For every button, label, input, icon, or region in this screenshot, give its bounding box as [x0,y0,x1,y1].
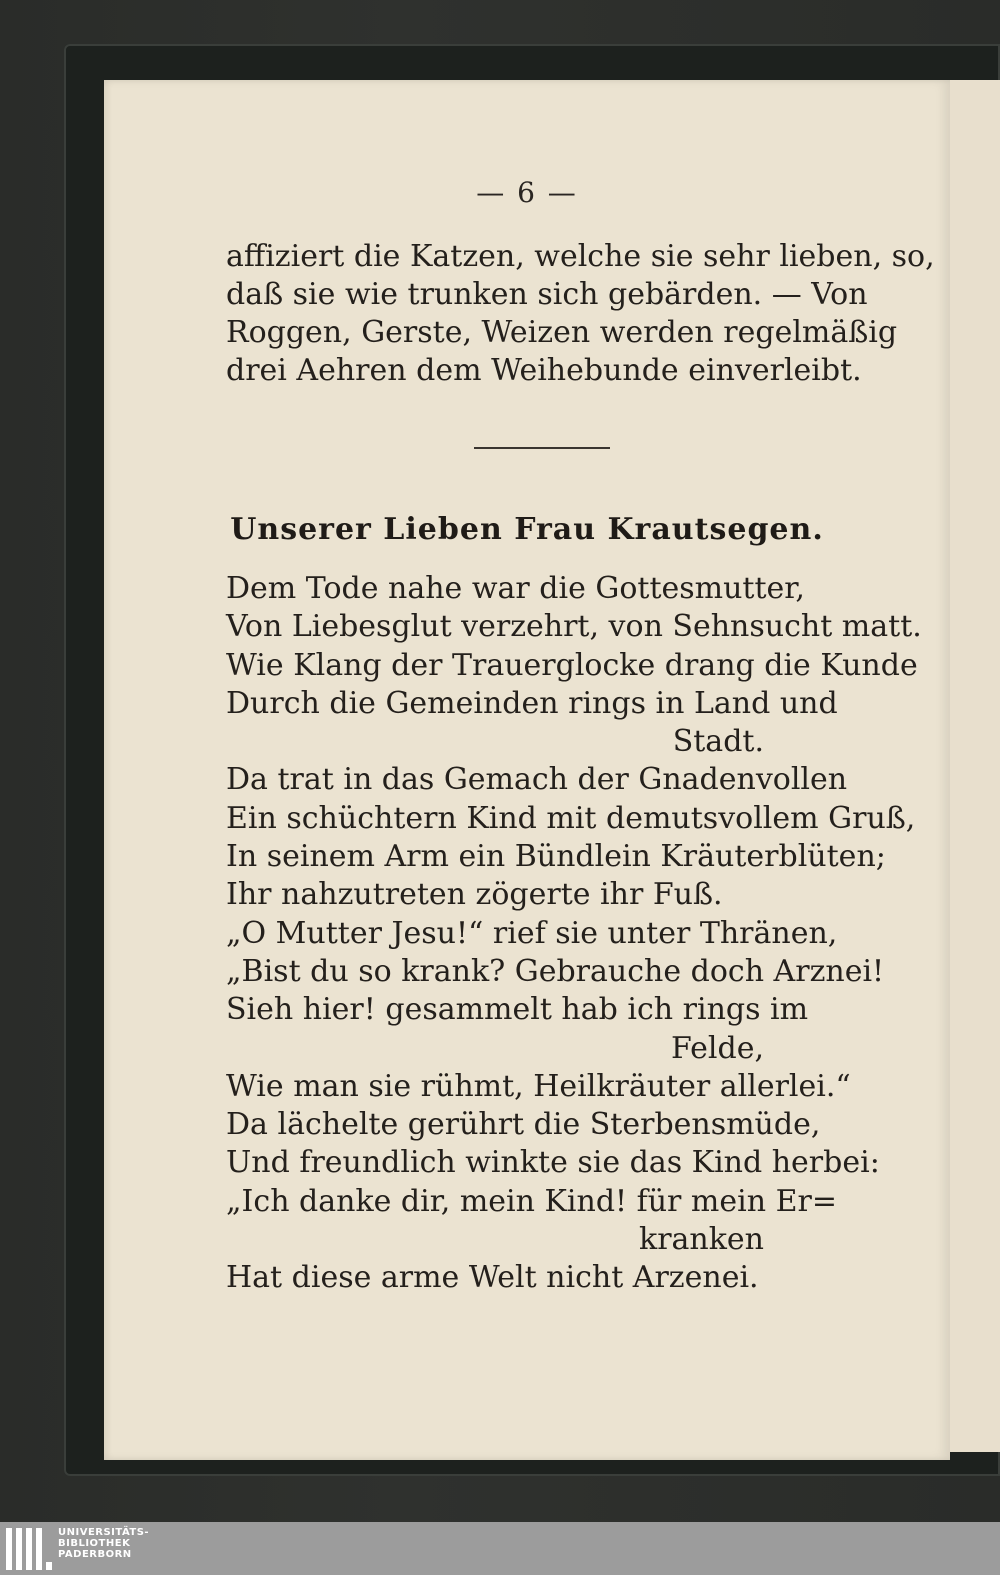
library-name-line: BIBLIOTHEK [58,1538,131,1549]
poem-line: Hat diese arme Welt nicht Arzenei. [226,1260,759,1296]
library-name [58,1527,149,1560]
poem-line-continuation: Stadt. [672,724,764,760]
poem-line: Von Liebesglut verzehrt, von Sehnsucht matt. [226,609,922,645]
paragraph-line: drei Aehren dem Weihebunde einverleibt. [226,353,862,388]
poem-line: Ihr nahzutreten zögerte ihr Fuß. [226,877,723,913]
poem-line: „Bist du so krank? Gebrauche doch Arznei! [226,953,885,989]
poem-line: Da lächelte gerührt die Sterbensmüde, [226,1107,821,1143]
poem-body [226,570,922,1298]
prose-paragraph [226,238,935,390]
poem-title: Unserer Lieben Frau Krautsegen. [230,512,824,547]
poem-line: Sieh hier! gesammelt hab ich rings im [226,992,809,1028]
poem-line: Und freundlich winkte sie das Kind herbei: [226,1145,880,1181]
poem-line: Ein schüchtern Kind mit demutsvollem Gruß, [226,800,916,836]
poem-line-continuation: kranken [639,1222,764,1258]
poem-line: In seinem Arm ein Bündlein Kräuterblüten; [226,839,886,875]
page-number: — 6 — [476,176,578,209]
paragraph-line: affiziert die Katzen, welche sie sehr lieben, so, [226,239,935,274]
poem-line: Da trat in das Gemach der Gnadenvollen [226,762,848,798]
library-logo-icon [6,1528,54,1570]
paragraph-line: Roggen, Gerste, Weizen werden regelmäßig [226,315,898,350]
book-page [104,80,950,1460]
section-divider [474,447,610,449]
footer-bar [0,1522,1000,1575]
poem-line: Wie Klang der Trauerglocke drang die Kunde [226,647,918,683]
facing-page-edge [944,80,1000,1452]
library-name-line: PADERBORN [58,1549,132,1560]
poem-line-continuation: Felde, [670,1030,764,1066]
paragraph-line: daß sie wie trunken sich gebärden. — Von [226,277,868,312]
library-name-line: UNIVERSITÄTS- [58,1527,150,1538]
poem-line: „O Mutter Jesu!“ rief sie unter Thränen, [226,915,838,951]
poem-line: Wie man sie rühmt, Heilkräuter allerlei.“ [226,1068,851,1104]
poem-line: Durch die Gemeinden rings in Land und [226,685,838,721]
poem-line: Dem Tode nahe war die Gottesmutter, [226,571,805,606]
poem-line: „Ich danke dir, mein Kind! für mein Er= [226,1183,837,1219]
